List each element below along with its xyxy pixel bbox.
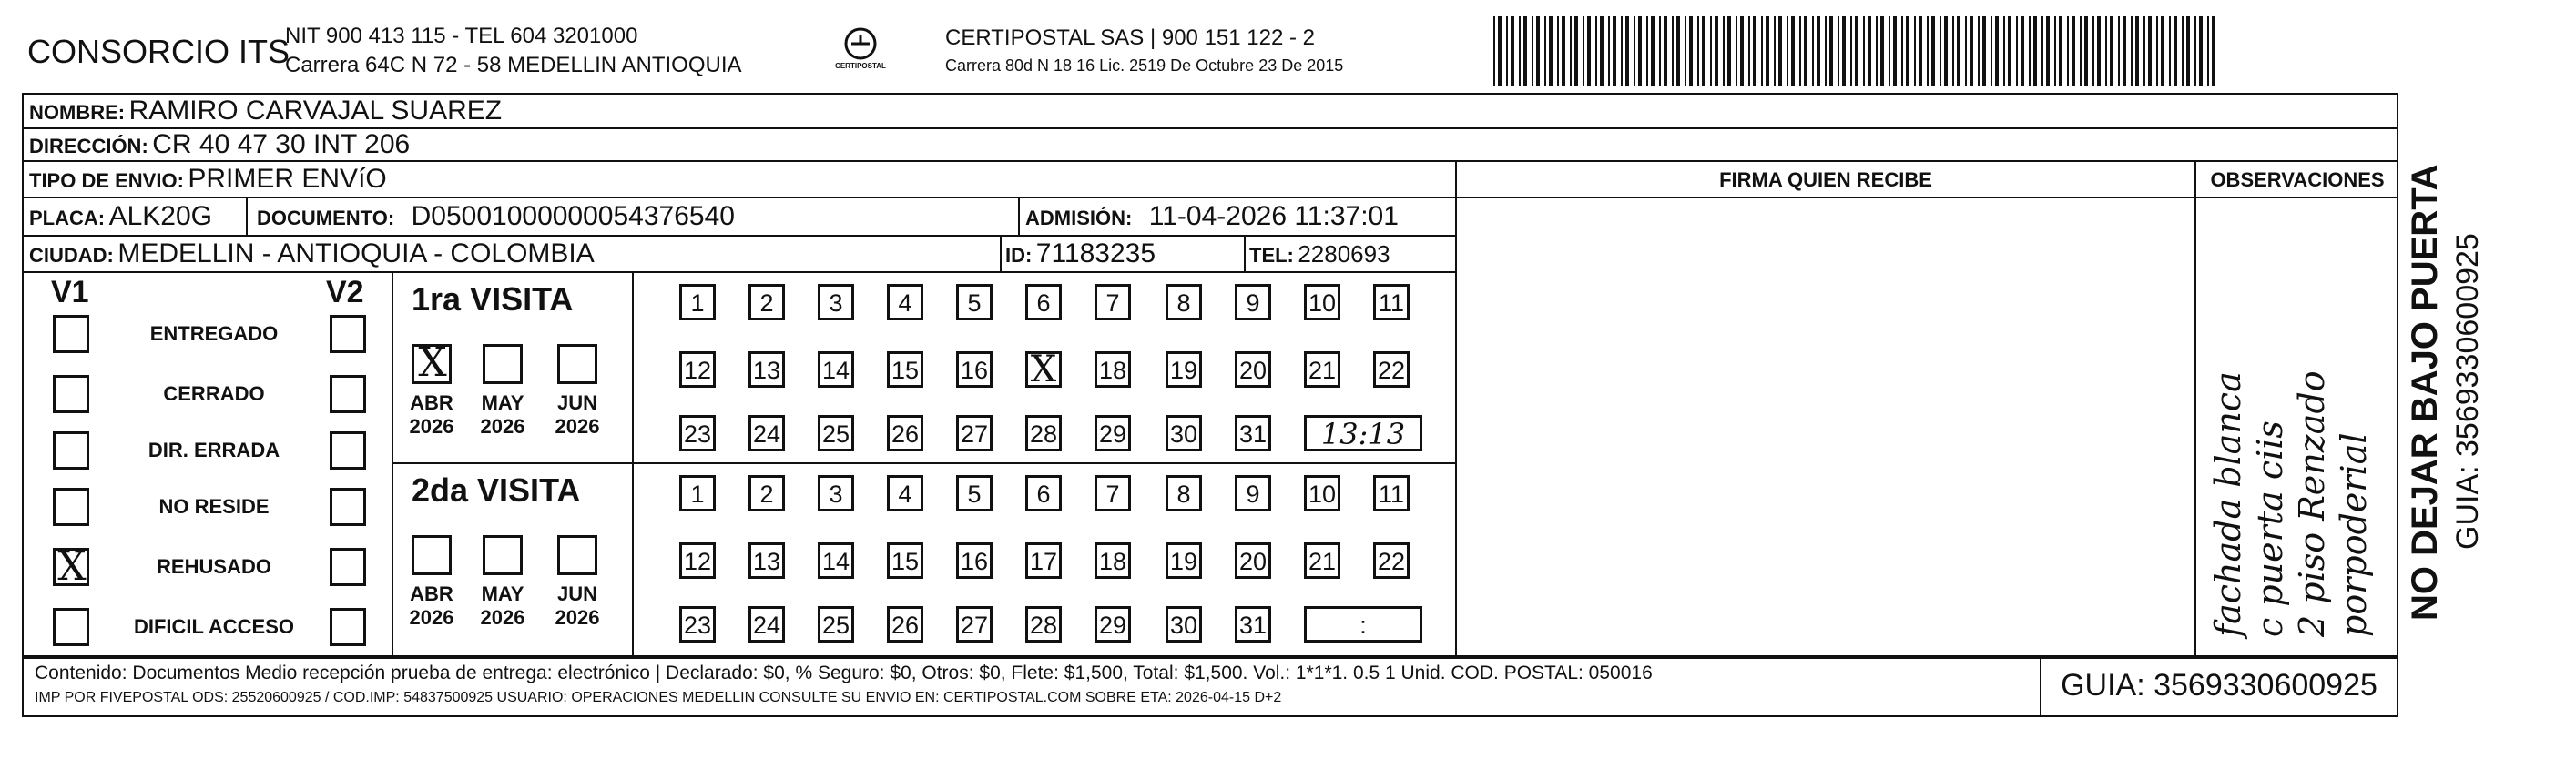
barcode-bar <box>2118 16 2120 86</box>
tel-cell <box>1249 237 1390 271</box>
day-box[interactable]: 8 <box>1166 284 1202 320</box>
admision-value: 11-04-2026 11:37:01 <box>1148 201 1399 231</box>
day-box[interactable]: 19 <box>1166 351 1202 388</box>
v1-checkbox[interactable] <box>53 488 89 526</box>
barcode-bar <box>1944 16 1948 86</box>
barcode-bar <box>1778 16 1782 86</box>
barcode-bar <box>1710 16 1712 86</box>
day-box[interactable]: 4 <box>887 475 923 511</box>
v2-checkbox[interactable] <box>330 315 366 353</box>
day-box[interactable]: 15 <box>887 351 923 388</box>
barcode-bar <box>1863 16 1865 86</box>
barcode-bar <box>1901 16 1903 86</box>
month-name: JUN <box>556 582 597 605</box>
barcode-bar <box>1804 16 1807 86</box>
visita1-title: 1ra VISITA <box>412 280 574 318</box>
barcode-bar <box>2174 16 2177 86</box>
barcode-bar <box>1570 16 1572 86</box>
barcode-bar <box>2110 16 2113 86</box>
v2-checkbox[interactable] <box>330 548 366 586</box>
barcode-bar <box>1613 16 1616 86</box>
day-box[interactable]: 27 <box>956 606 993 643</box>
barcode-bar <box>1868 16 1871 86</box>
day-box[interactable]: 6 <box>1025 475 1062 511</box>
month-label <box>475 582 530 630</box>
barcode-bar <box>1621 16 1623 86</box>
barcode-bar <box>1549 16 1553 86</box>
barcode-bar <box>1855 16 1858 86</box>
day-box[interactable]: X <box>1025 351 1062 388</box>
barcode-bar <box>1715 16 1718 86</box>
day-box[interactable]: 6 <box>1025 284 1062 320</box>
barcode-bar <box>1511 16 1514 86</box>
day-box[interactable]: 26 <box>887 606 923 643</box>
month-checkbox[interactable] <box>557 344 597 384</box>
barcode-bar <box>1672 16 1674 86</box>
month-label <box>404 582 459 630</box>
barcode-bar <box>1532 16 1533 86</box>
day-box[interactable]: 30 <box>1166 606 1202 643</box>
barcode-bar <box>1838 16 1839 86</box>
day-box[interactable]: 15 <box>887 542 923 579</box>
day-box[interactable]: 13 <box>748 351 785 388</box>
barcode-bar <box>1498 16 1502 86</box>
barcode-bar <box>1748 16 1750 86</box>
reason-label: CERRADO <box>163 382 265 405</box>
barcode-bar <box>1799 16 1801 86</box>
barcode-bar <box>2008 16 2011 86</box>
barcode-bar <box>2143 16 2145 86</box>
side-warning: NO DEJAR BAJO PUERTA <box>2405 164 2445 621</box>
nombre-value: RAMIRO CARVAJAL SUAREZ <box>128 96 503 126</box>
day-box[interactable]: 10 <box>1304 284 1340 320</box>
v2-checkbox[interactable] <box>330 608 366 646</box>
v1-checkbox[interactable] <box>53 431 89 470</box>
day-box[interactable]: 7 <box>1095 284 1131 320</box>
admision-label: ADMISIÓN: <box>1025 207 1133 229</box>
barcode-bar <box>2186 16 2190 86</box>
barcode-bar <box>1991 16 1992 86</box>
barcode-bar <box>1702 16 1705 86</box>
month-year: 2026 <box>480 415 525 438</box>
barcode-bar <box>1850 16 1852 86</box>
barcode-bar <box>1787 16 1788 86</box>
barcode-bar <box>2029 16 2031 86</box>
barcode-bar <box>1893 16 1897 86</box>
barcode-bar <box>1536 16 1540 86</box>
barcode-bar <box>2084 16 2088 86</box>
month-check-mark: X <box>418 339 447 386</box>
barcode-bar <box>1595 16 1597 86</box>
day-box[interactable]: 27 <box>956 415 993 451</box>
day-box[interactable]: 19 <box>1166 542 1202 579</box>
barcode-bar <box>1940 16 1941 86</box>
barcode-bar <box>1970 16 1973 86</box>
ciudad-value: MEDELLIN - ANTIOQUIA - COLOMBIA <box>117 238 595 268</box>
barcode-bar <box>1931 16 1935 86</box>
day-box[interactable]: 11 <box>1373 475 1410 511</box>
barcode-bar <box>1889 16 1890 86</box>
month-label <box>404 391 459 439</box>
barcode-bar <box>1914 16 1916 86</box>
day-box[interactable]: 5 <box>956 284 993 320</box>
barcode-bar <box>2182 16 2184 86</box>
barcode-bar <box>1625 16 1629 86</box>
day-box[interactable]: 28 <box>1025 415 1062 451</box>
barcode-bar <box>2131 16 2133 86</box>
day-box[interactable]: 12 <box>679 542 716 579</box>
barcode <box>1493 16 2222 86</box>
barcode-bar <box>2054 16 2056 86</box>
day-box[interactable]: 8 <box>1166 475 1202 511</box>
day-box[interactable]: 28 <box>1025 606 1062 643</box>
day-box[interactable]: 10 <box>1304 475 1340 511</box>
barcode-bar <box>2003 16 2005 86</box>
documento-value: D05001000000054376540 <box>411 201 735 231</box>
day-box[interactable]: 21 <box>1304 542 1340 579</box>
month-label <box>475 391 530 439</box>
company-nit-tel: NIT 900 413 115 - TEL 604 3201000 <box>285 24 638 48</box>
day-box[interactable]: 14 <box>818 351 854 388</box>
month-name: MAY <box>481 391 524 414</box>
tipo-envio-label: TIPO DE ENVIO: <box>29 169 184 192</box>
obs-line-3: 2 piso Renzado <box>2292 370 2332 637</box>
barcode-bar <box>2161 16 2164 86</box>
time-box[interactable]: : <box>1304 606 1422 643</box>
barcode-bar <box>2016 16 2018 86</box>
day-box[interactable]: 17 <box>1025 542 1062 579</box>
footer-line-2: IMP POR FIVEPOSTAL ODS: 25520600925 / COD.IMP: 54837500925 USUARIO: OPERACIONES MEDELLIN CONSULTE SU ENVIO EN: CERTIPOSTAL.COM SOBRE ETA: 2026-04-15 D+2 <box>35 690 1282 705</box>
barcode-bar <box>1876 16 1878 86</box>
day-box[interactable]: 14 <box>818 542 854 579</box>
tel-value: 2280693 <box>1298 240 1390 268</box>
day-box[interactable]: 13 <box>748 542 785 579</box>
day-box[interactable]: 23 <box>679 606 716 643</box>
barcode-bar <box>1638 16 1642 86</box>
month-name: JUN <box>556 391 597 414</box>
admision-cell <box>1025 198 1399 235</box>
id-cell <box>1005 237 1156 271</box>
barcode-bar <box>1774 16 1776 86</box>
barcode-bar <box>1740 16 1744 86</box>
barcode-bar <box>1791 16 1795 86</box>
reason-label: NO RESIDE <box>158 495 270 518</box>
nombre-label: NOMBRE: <box>29 101 126 124</box>
v1-check-mark: X <box>57 543 87 590</box>
reason-label: REHUSADO <box>157 555 271 578</box>
barcode-bar <box>2199 16 2203 86</box>
day-box[interactable]: 20 <box>1235 542 1271 579</box>
barcode-bar <box>1761 16 1763 86</box>
barcode-bar <box>1493 16 1495 86</box>
day-box[interactable]: 18 <box>1095 351 1131 388</box>
barcode-bar <box>2105 16 2107 86</box>
carrier-address: Carrera 80d N 18 16 Lic. 2519 De Octubre 23 De 2015 <box>945 56 1344 75</box>
barcode-bar <box>1562 16 1565 86</box>
day-box[interactable]: 25 <box>818 606 854 643</box>
month-name: MAY <box>481 582 524 605</box>
day-box[interactable]: 9 <box>1235 475 1271 511</box>
v2-label: V2 <box>326 275 364 309</box>
month-year: 2026 <box>480 606 525 629</box>
v1-checkbox[interactable] <box>53 543 89 590</box>
tipo-envio-value: PRIMER ENVíO <box>188 164 387 194</box>
day-box[interactable]: 18 <box>1095 542 1131 579</box>
placa-label: PLACA: <box>29 207 106 229</box>
barcode-bar <box>2033 16 2037 86</box>
day-box[interactable]: 1 <box>679 284 716 320</box>
barcode-bar <box>1727 16 1731 86</box>
v1-checkbox[interactable] <box>53 315 89 353</box>
day-box[interactable]: 1 <box>679 475 716 511</box>
day-box[interactable]: 30 <box>1166 415 1202 451</box>
barcode-bar <box>2169 16 2171 86</box>
day-box[interactable]: 26 <box>887 415 923 451</box>
placa-cell <box>29 198 212 235</box>
barcode-bar <box>1583 16 1584 86</box>
company-address: Carrera 64C N 72 - 58 MEDELLIN ANTIOQUIA <box>285 53 742 77</box>
barcode-bar <box>1825 16 1827 86</box>
month-year: 2026 <box>409 606 454 629</box>
ciudad-label: CIUDAD: <box>29 244 114 267</box>
barcode-bar <box>1600 16 1604 86</box>
id-value: 71183235 <box>1035 238 1156 268</box>
barcode-bar <box>1557 16 1559 86</box>
barcode-bar <box>1664 16 1667 86</box>
day-box[interactable]: 23 <box>679 415 716 451</box>
carrier-name: CERTIPOSTAL SAS | 900 151 122 - 2 <box>945 25 1315 50</box>
reason-label: DIFICIL ACCESO <box>133 615 294 638</box>
barcode-bar <box>2092 16 2094 86</box>
v2-checkbox[interactable] <box>330 431 366 470</box>
month-label <box>550 582 605 630</box>
barcode-bar <box>1995 16 1999 86</box>
obs-line-1: fachada blanca <box>2208 371 2248 637</box>
barcode-bar <box>2156 16 2158 86</box>
barcode-bar <box>1965 16 1967 86</box>
carrier-logo <box>820 25 901 76</box>
barcode-bar <box>1689 16 1693 86</box>
barcode-bar <box>1829 16 1833 86</box>
barcode-bar <box>1919 16 1922 86</box>
barcode-bar <box>1817 16 1820 86</box>
day-box[interactable]: 3 <box>818 475 854 511</box>
barcode-bar <box>2207 16 2209 86</box>
barcode-bar <box>2097 16 2101 86</box>
tipo-envio-row <box>29 162 387 197</box>
month-name: ABR <box>410 582 453 605</box>
footer-line-1: Contenido: Documentos Medio recepción prueba de entrega: electrónico | Declarado: $0, % Seguro: $0, Otros: $0, Flete: $1,500, Total: $1,500. Vol.: 1*1*1. 0.5 1 Unid. COD. POSTAL: 050016 <box>35 663 1653 683</box>
day-box[interactable]: 22 <box>1373 542 1410 579</box>
v1-checkbox[interactable] <box>53 375 89 413</box>
v1-checkbox[interactable] <box>53 608 89 646</box>
barcode-bar <box>1927 16 1929 86</box>
barcode-bar <box>1982 16 1986 86</box>
ciudad-cell <box>29 237 595 271</box>
barcode-bar <box>1957 16 1960 86</box>
barcode-bar <box>2148 16 2152 86</box>
v2-checkbox[interactable] <box>330 375 366 413</box>
day-box[interactable]: 2 <box>748 475 785 511</box>
barcode-bar <box>1906 16 1909 86</box>
day-box[interactable]: 4 <box>887 284 923 320</box>
day-box[interactable]: 9 <box>1235 284 1271 320</box>
barcode-bar <box>1519 16 1521 86</box>
observaciones-header: OBSERVACIONES <box>2210 168 2385 191</box>
day-box[interactable]: 22 <box>1373 351 1410 388</box>
barcode-bar <box>1676 16 1680 86</box>
barcode-bar <box>1685 16 1686 86</box>
month-checkbox[interactable] <box>412 339 452 386</box>
footer-guia: GUIA: 3569330600925 <box>2061 668 2377 703</box>
barcode-bar <box>1978 16 1980 86</box>
barcode-bar <box>2041 16 2043 86</box>
barcode-bar <box>1544 16 1546 86</box>
barcode-bar <box>1574 16 1578 86</box>
barcode-bar <box>1812 16 1814 86</box>
barcode-bar <box>1723 16 1725 86</box>
company-name: CONSORCIO ITS <box>27 33 290 70</box>
observaciones-handwriting <box>2207 255 2389 637</box>
barcode-bar <box>1587 16 1591 86</box>
firma-header: FIRMA QUIEN RECIBE <box>1719 168 1932 191</box>
time-box[interactable]: 13:13 <box>1304 415 1422 451</box>
day-box[interactable]: 31 <box>1235 606 1271 643</box>
day-box[interactable]: 20 <box>1235 351 1271 388</box>
day-box[interactable]: 16 <box>956 351 993 388</box>
day-box[interactable]: 12 <box>679 351 716 388</box>
month-year: 2026 <box>409 415 454 438</box>
direccion-value: CR 40 47 30 INT 206 <box>152 129 411 159</box>
barcode-bar <box>2059 16 2062 86</box>
barcode-bar <box>1651 16 1655 86</box>
day-box[interactable]: 29 <box>1095 606 1131 643</box>
month-year: 2026 <box>555 606 600 629</box>
day-box[interactable]: 24 <box>748 606 785 643</box>
barcode-bar <box>1842 16 1846 86</box>
carrier-logo-text: CERTIPOSTAL <box>835 62 886 70</box>
tel-label: TEL: <box>1249 244 1294 267</box>
month-year: 2026 <box>555 415 600 438</box>
barcode-bar <box>1880 16 1884 86</box>
barcode-bar <box>2135 16 2139 86</box>
barcode-bar <box>2123 16 2126 86</box>
barcode-bar <box>2212 16 2215 86</box>
v1-label: V1 <box>51 275 89 309</box>
day-box[interactable]: 29 <box>1095 415 1131 451</box>
day-box[interactable]: 24 <box>748 415 785 451</box>
barcode-bar <box>2194 16 2196 86</box>
barcode-bar <box>1736 16 1737 86</box>
month-label <box>550 391 605 439</box>
id-label: ID: <box>1005 244 1033 267</box>
day-box[interactable]: 25 <box>818 415 854 451</box>
barcode-bar <box>1608 16 1610 86</box>
barcode-bar <box>1506 16 1508 86</box>
obs-line-4: porpoderial <box>2334 432 2374 637</box>
barcode-bar <box>1659 16 1661 86</box>
month-checkbox[interactable] <box>483 535 523 575</box>
direccion-label: DIRECCIÓN: <box>29 135 148 157</box>
barcode-bar <box>1753 16 1756 86</box>
barcode-bar <box>2080 16 2082 86</box>
obs-line-2: c puerta ciis <box>2250 420 2290 637</box>
day-box[interactable]: 3 <box>818 284 854 320</box>
placa-value: ALK20G <box>108 201 212 231</box>
visita2-title: 2da VISITA <box>412 471 581 509</box>
barcode-bar <box>1634 16 1635 86</box>
barcode-bar <box>1952 16 1954 86</box>
barcode-bar <box>1646 16 1648 86</box>
v2-checkbox[interactable] <box>330 488 366 526</box>
barcode-bar <box>1766 16 1769 86</box>
barcode-bar <box>2072 16 2075 86</box>
month-checkbox[interactable] <box>412 535 452 575</box>
barcode-bar <box>1523 16 1527 86</box>
day-box[interactable]: 31 <box>1235 415 1271 451</box>
barcode-bar <box>2046 16 2050 86</box>
day-box[interactable]: 5 <box>956 475 993 511</box>
reason-label: ENTREGADO <box>149 322 279 345</box>
day-box[interactable]: 2 <box>748 284 785 320</box>
nombre-row <box>29 95 502 127</box>
barcode-bar <box>2067 16 2069 86</box>
day-box[interactable]: 16 <box>956 542 993 579</box>
documento-label: DOCUMENTO: <box>257 207 395 229</box>
barcode-bar <box>2021 16 2024 86</box>
reason-label: DIR. ERRADA <box>148 439 280 461</box>
side-guia: GUIA: 3569330600925 <box>2450 233 2485 550</box>
month-checkbox[interactable] <box>483 344 523 384</box>
direccion-row <box>29 129 410 160</box>
documento-cell <box>257 198 735 235</box>
day-box[interactable]: 11 <box>1373 284 1410 320</box>
barcode-bar <box>1697 16 1699 86</box>
day-box[interactable]: 21 <box>1304 351 1340 388</box>
day-box[interactable]: 7 <box>1095 475 1131 511</box>
month-checkbox[interactable] <box>557 535 597 575</box>
month-name: ABR <box>410 391 453 414</box>
